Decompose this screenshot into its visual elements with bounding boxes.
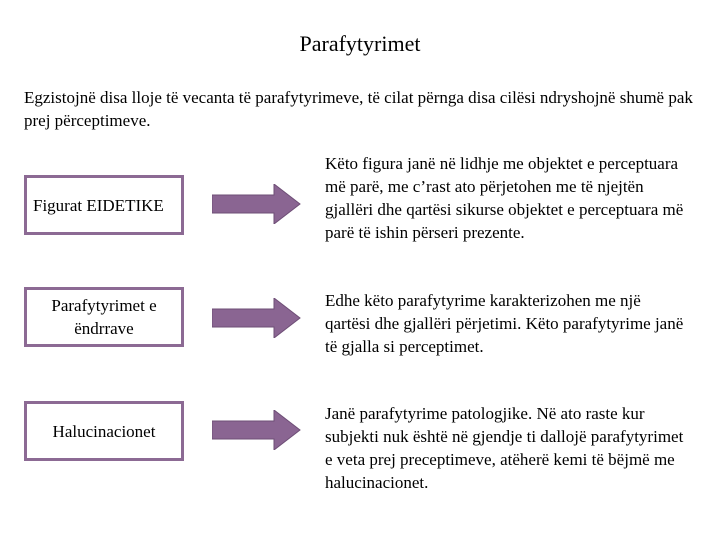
box-halucinacionet: [24, 401, 184, 461]
page-title: Parafytyrimet: [299, 31, 421, 56]
box-parafytyrimet-endrrave: [24, 287, 184, 347]
box-label: Halucinacionet: [52, 421, 156, 441]
arrow-right-icon: [212, 184, 302, 224]
description-parafytyrimet-endrrave: Edhe këto parafytyrime karakterizohen me një qartësi dhe gjallëri përjetimi. Këto parafytyrime janë të gjalla si perceptimet.: [325, 291, 684, 356]
description-halucinacionet: Janë parafytyrime patologjike. Në ato raste kur subjekti nuk është në gjendje ti dallojë parafytyrimet e veta prej preceptimeve, atëherë kemi të bëjmë me halucinacionet.: [325, 404, 684, 492]
box-label: Figurat EIDETIKE: [33, 195, 164, 215]
arrow-right-icon: [212, 298, 302, 338]
arrow-right-icon: [212, 410, 302, 450]
intro-text: Egzistojnë disa lloje të vecanta të parafytyrimeve, të cilat përnga disa cilësi ndryshojnë shumë pak prej përceptimeve.: [24, 88, 693, 130]
box-figurat-eidetike: [24, 175, 184, 235]
description-figurat-eidetike: Këto figura janë në lidhje me objektet e perceptuara më parë, me c’rast ato përjetohen me të njejtën gjallëri dhe qartësi sikurse objektet e perceptuara më parë të ishin përseri prezente.: [325, 154, 684, 242]
box-label: Parafytyrimet e ëndrrave: [51, 296, 157, 338]
